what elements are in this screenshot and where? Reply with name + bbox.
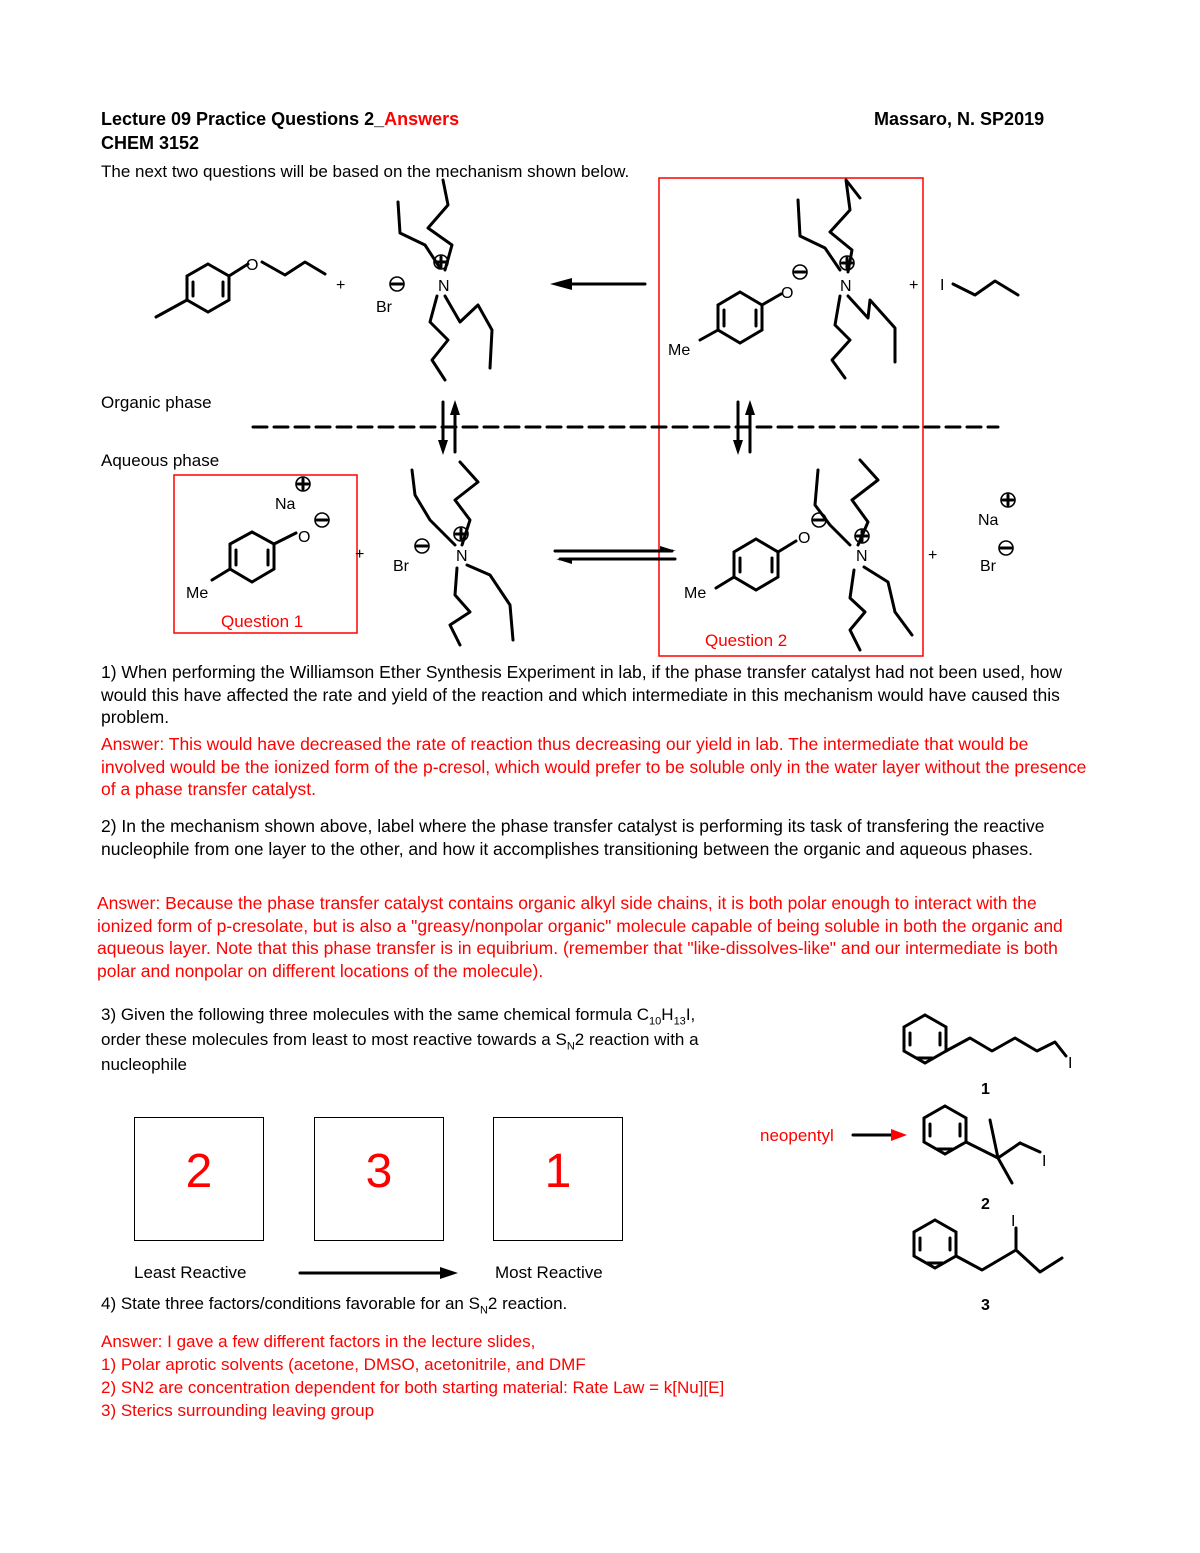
- me-label: Me: [668, 342, 691, 359]
- title-answers: Answers: [384, 109, 460, 129]
- question-4: 4) State three factors/conditions favorable for an $S_N2$ reaction.: [101, 1294, 568, 1317]
- course-code: CHEM 3152: [101, 133, 200, 153]
- propyl-iodide: [953, 281, 1018, 295]
- title-prefix: Lecture 09 Practice Questions 2_: [101, 109, 385, 129]
- cresolate-ion-pair-aqueous: [716, 460, 912, 650]
- br-label: Br: [393, 558, 409, 575]
- answer-box-value: 2: [185, 1145, 213, 1198]
- answer-4-line4: 3) Sterics surrounding leaving group: [101, 1401, 375, 1420]
- plus-sign: +: [909, 277, 919, 294]
- o-label: O: [798, 530, 811, 547]
- n-label: N: [856, 548, 868, 565]
- question-3-line1: 3) Given the following three molecules with the same chemical formula $C_{10}H_{13}I$,: [101, 1005, 696, 1028]
- ether-product: [156, 262, 325, 317]
- reactivity-and-molecules: [0, 1000, 1200, 1330]
- question-1: 1) When performing the Williamson Ether Synthesis Experiment in lab, if the phase transfer catalyst had not been used, how would this have affected the rate and yield of the reaction and which intermediate in this mechanism would have caused this problem.: [101, 662, 1063, 727]
- iodide-label: I: [1068, 1055, 1073, 1072]
- me-label: Me: [186, 585, 209, 602]
- n-label: N: [840, 278, 852, 295]
- answer-box-value: 3: [365, 1145, 393, 1198]
- answer-4-line3: 2) SN2 are concentration dependent for both starting material: Rate Law = k[Nu][E]: [101, 1378, 725, 1397]
- question1-label: Question 1: [221, 612, 304, 631]
- n-label: N: [456, 548, 468, 565]
- answer-4-line1: Answer: I gave a few different factors in the lecture slides,: [101, 1332, 536, 1351]
- plus-sign: +: [928, 547, 938, 564]
- answer-1: Answer: This would have decreased the rate of reaction thus decreasing our yield in lab. The intermediate that would be involved would be the ionized form of the p-cresol, which would prefer to be soluble only in the water layer without the presence of a phase transfer catalyst.: [101, 734, 1087, 799]
- question2-label: Question 2: [705, 631, 788, 650]
- organic-phase-label: Organic phase: [101, 393, 212, 412]
- neopentyl-label: neopentyl: [760, 1126, 834, 1145]
- answer-2: Answer: Because the phase transfer catalyst contains organic alkyl side chains, it is both polar enough to interact with the ionized form of p-cresolate, but is also a "greasy/nonpolar organic" molecule capable of being soluble in both the organic and aqueous layer. Note that this phase transfer is in equibrium. (remember that "like-dissolves-like" and our intermediate is both polar and nonpolar on different locations of the molecule).: [97, 893, 1063, 981]
- o-label: O: [246, 257, 259, 274]
- molecule-3: [914, 1220, 1062, 1272]
- me-label: Me: [684, 585, 707, 602]
- br-label: Br: [980, 558, 996, 575]
- sodium-cresolate: [212, 532, 296, 582]
- iodide-label: I: [1042, 1153, 1047, 1170]
- molecule-2: [924, 1106, 1040, 1183]
- na-label: Na: [978, 512, 999, 529]
- o-label: O: [298, 529, 311, 546]
- question-2: 2) In the mechanism shown above, label where the phase transfer catalyst is performing its task of transfering the reactive nucleophile from one layer to the other, and how it accomplishes transitioning between the organic and aqueous phases.: [101, 816, 1045, 859]
- intro-text: The next two questions will be based on the mechanism shown below.: [101, 162, 630, 181]
- least-reactive-label: Least Reactive: [134, 1263, 247, 1282]
- iodide-label: I: [940, 277, 945, 294]
- iodide-label: I: [1011, 1213, 1016, 1230]
- o-label: O: [781, 285, 794, 302]
- question-3-line2: order these molecules from least to most reactive towards a $S_N2$ reaction with a: [101, 1030, 699, 1053]
- n-label: N: [438, 278, 450, 295]
- aqueous-phase-label: Aqueous phase: [101, 451, 220, 470]
- question-3-line3: nucleophile: [101, 1055, 188, 1074]
- molecule-1: [904, 1015, 1066, 1063]
- molecule-3-label: 3: [981, 1297, 990, 1314]
- most-reactive-label: Most Reactive: [495, 1263, 603, 1282]
- author-line: Massaro, N. SP2019: [874, 109, 1045, 129]
- na-label: Na: [275, 496, 296, 513]
- answer-4-line2: 1) Polar aprotic solvents (acetone, DMSO, acetonitrile, and DMF: [101, 1355, 586, 1374]
- molecule-2-label: 2: [981, 1196, 990, 1213]
- plus-sign: +: [336, 277, 346, 294]
- question1-box: [174, 475, 357, 633]
- mechanism-diagram: [0, 0, 1200, 660]
- br-label: Br: [376, 299, 392, 316]
- answer-box-value: 1: [544, 1145, 572, 1198]
- molecule-1-label: 1: [981, 1081, 990, 1098]
- plus-sign: +: [355, 546, 365, 563]
